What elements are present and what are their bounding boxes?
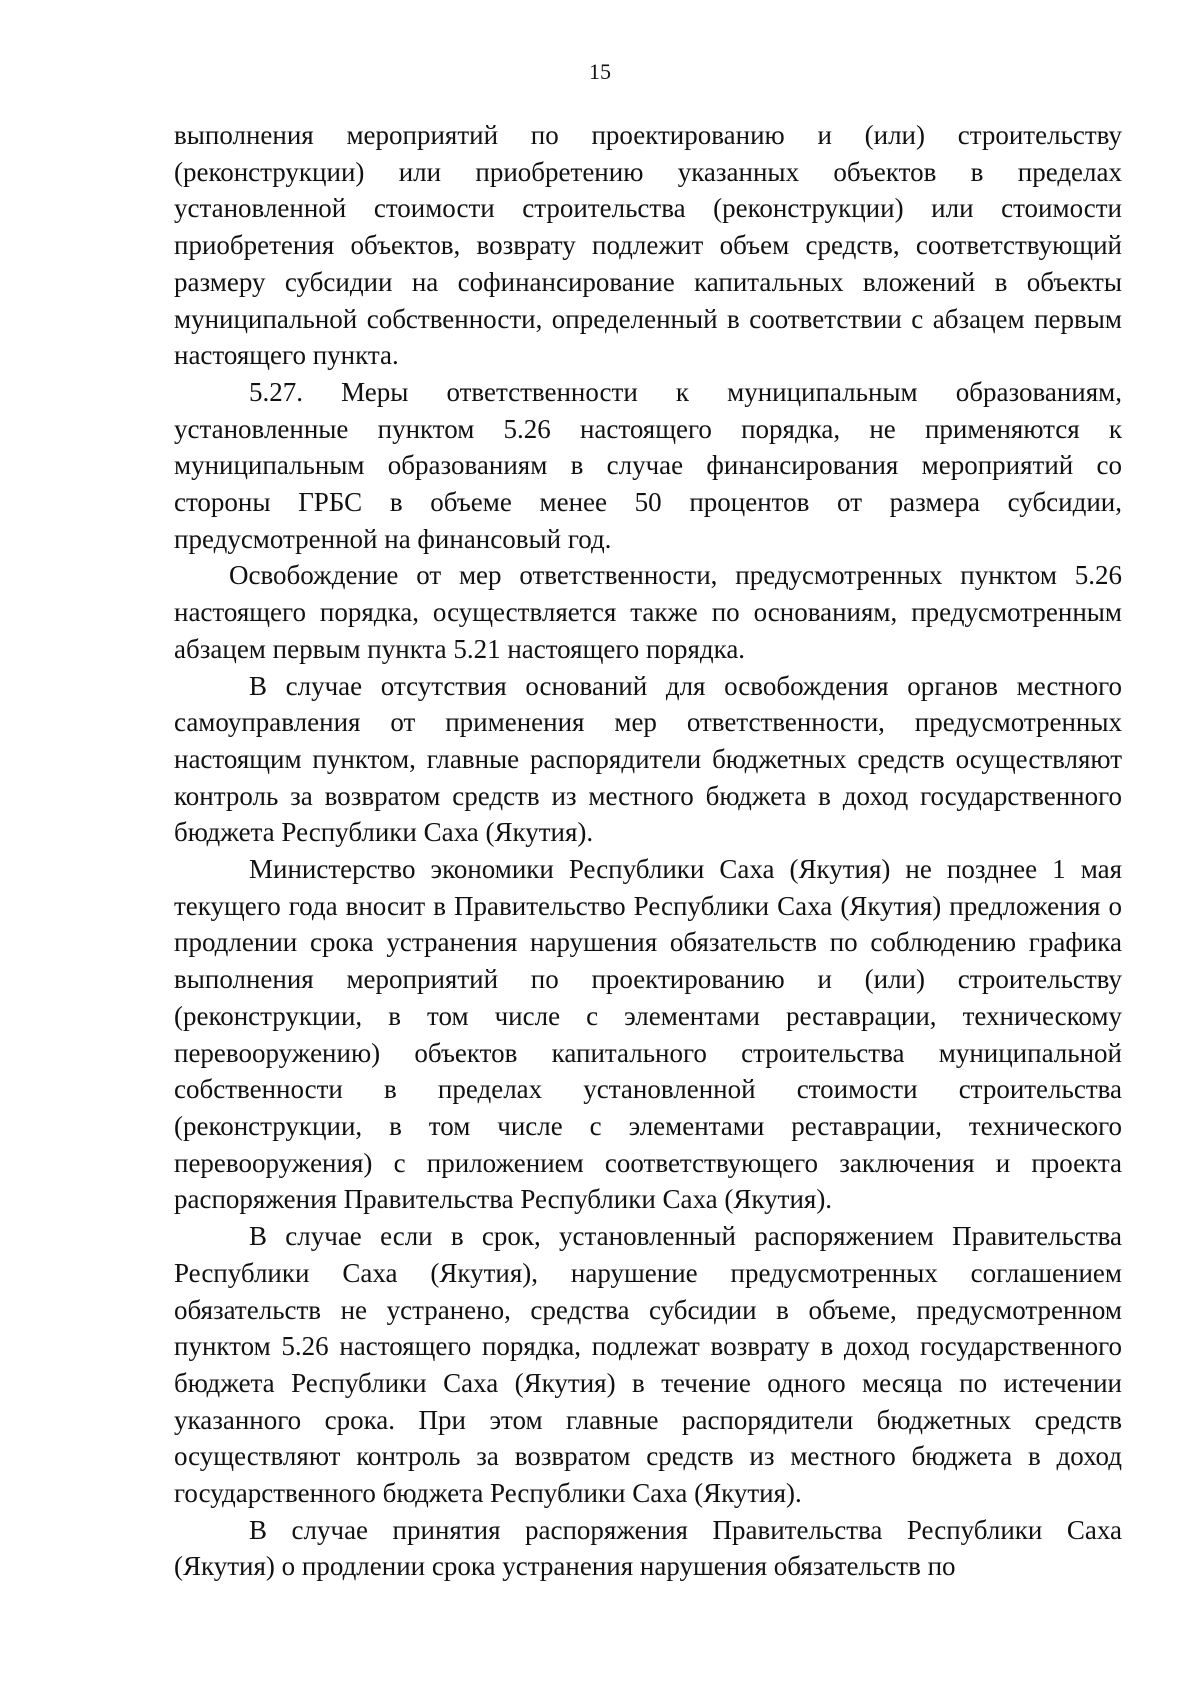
page-number: 15 <box>589 59 611 84</box>
body-text <box>174 117 1122 1585</box>
paragraph-ministry: Министерство экономики Республики Саха (Якутия) не позднее 1 мая текущего года вносит в Правительство Республики Саха (Якутия) предложения о продлении срока устранения нарушения обязательств по соблюдению графика выполнения мероприятий по проектированию и (или) строительству (реконструкции, в том числе с элементами реставрации, техническому перевооружению) объектов капитального строительства муниципальной собственности в пределах установленной стоимости строительства (реконструкции, в том числе с элементами реставрации, технического перевооружения) с приложением соответствующего заключения и проекта распоряжения Правительства Республики Саха (Якутия). <box>174 854 1122 1215</box>
paragraph-no-grounds: В случае отсутствия оснований для освобождения органов местного самоуправления от применения мер ответственности, предусмотренных настоящим пунктом, главные распорядители бюджетных средств осуществляют контроль за возвратом средств из местного бюджета в доход государственного бюджета Республики Саха (Якутия). <box>174 670 1122 848</box>
paragraph-continuation: выполнения мероприятий по проектированию и (или) строительству (реконструкции) или приобретению указанных объектов в пределах установленной стоимости строительства (реконструкции) или стоимости приобретения объектов, возврату подлежит объем средств, соответствующий размеру субсидии на софинансирование капитальных вложений в объекты муниципальной собственности, определенный в соответствии с абзацем первым настоящего пункта. <box>174 120 1122 371</box>
paragraph-5-27: 5.27. Меры ответственности к муниципальным образованиям, установленные пунктом 5.26 настоящего порядка, не применяются к муниципальным образованиям в случае финансирования мероприятий со стороны ГРБС в объеме менее 50 процентов от размера субсидии, предусмотренной на финансовый год. <box>174 376 1122 554</box>
paragraph-deadline-breach: В случае если в срок, установленный распоряжением Правительства Республики Саха (Якутия), нарушение предусмотренных соглашением обязательств не устранено, средства субсидии в объеме, предусмотренном пунктом 5.26 настоящего порядка, подлежат возврату в доход государственного бюджета Республики Саха (Якутия) в течение одного месяца по истечении указанного срока. При этом главные распорядители бюджетных средств осуществляют контроль за возвратом средств из местного бюджета в доход государственного бюджета Республики Саха (Якутия). <box>174 1221 1122 1509</box>
paragraph-exemption: Освобождение от мер ответственности, предусмотренных пунктом 5.26 настоящего порядка, осуществляется также по основаниям, предусмотренным абзацем первым пункта 5.21 настоящего порядка. <box>174 560 1122 664</box>
paragraph-extension: В случае принятия распоряжения Правительства Республики Саха (Якутия) о продлении срока устранения нарушения обязательств по <box>174 1514 1122 1582</box>
